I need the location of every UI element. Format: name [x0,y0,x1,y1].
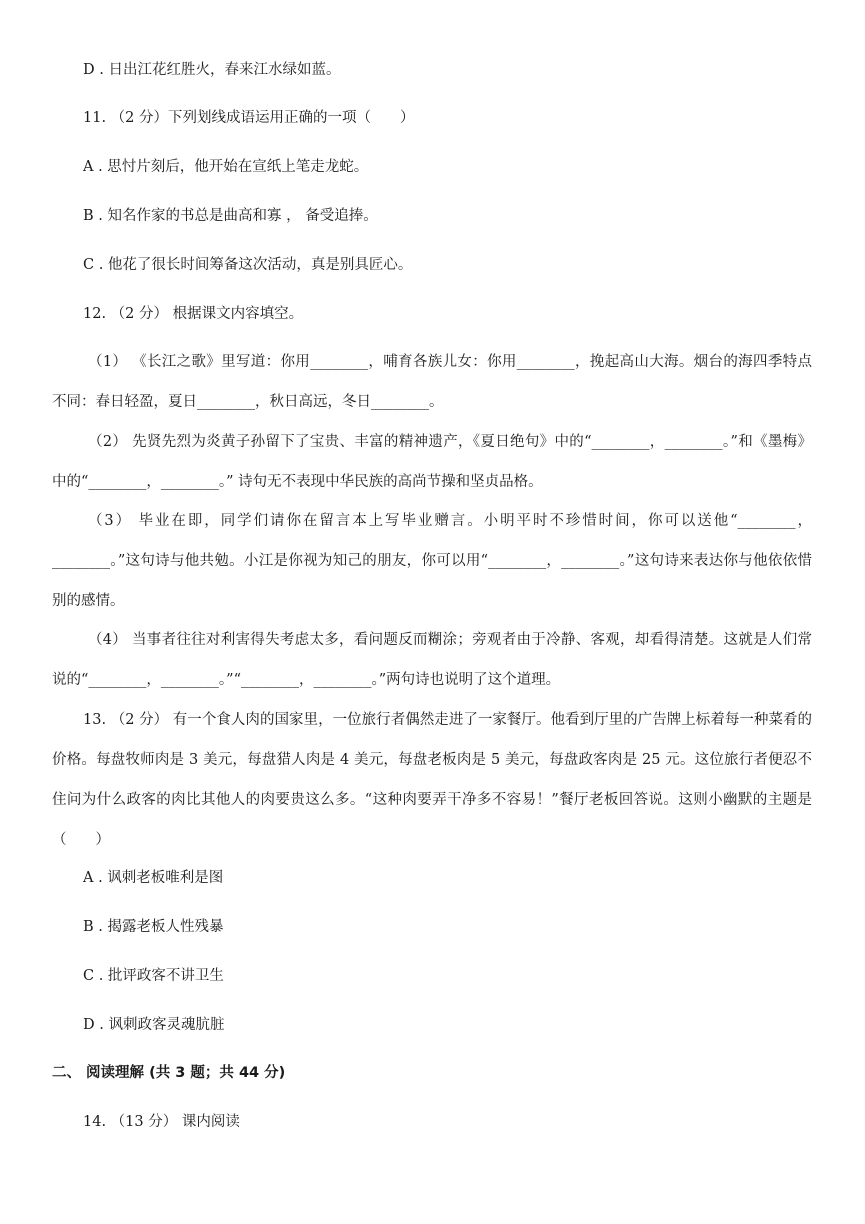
q14-stem: 14. （13 分） 课内阅读 [83,1114,240,1130]
q12-part-1: （1） 《长江之歌》里写道：你用________，哺育各族儿女：你用________，挽起高山大海。烟台的海四季特点不同：春日轻盈，夏日________，秋日高远，冬日________。 [52,354,812,410]
q13-option-b: B . 揭露老板人性残暴 [83,919,224,935]
q11-stem: 11. （2 分）下列划线成语运用正确的一项（ ） [83,110,415,126]
q13-option-a: A . 讽刺老板唯利是图 [83,870,224,886]
q11-option-c: C . 他花了很长时间筹备这次活动，真是别具匠心。 [83,257,413,273]
q13-stem: 13. （2 分） 有一个食人肉的国家里，一位旅行者偶然走进了一家餐厅。他看到厅里的广告牌上标着每一种菜肴的价格。每盘牧师肉是 3 美元，每盘猎人肉是 4 美元，每盘老板肉是 5 美元，每盘政客肉是 25 元。这位旅行者便忍不住问为什么政客的肉比其他人的肉要贵这么多。“这种肉要弄干净多不容易！”餐厅老板回答说。这则小幽默的主题是（ ） [52,712,812,848]
q12-stem: 12. （2 分） 根据课文内容填空。 [83,306,304,322]
q11-option-b: B . 知名作家的书总是曲高和寡 ， 备受追捧。 [83,208,378,224]
q12-part-2: （2） 先贤先烈为炎黄子孙留下了宝贵、丰富的精神遗产，《夏日绝句》中的“________，________。”和《墨梅》中的“________，________。” 诗句无不表现中华民族的高尚节操和坚贞品格。 [52,434,812,490]
section-heading-reading: 二、 阅读理解 (共 3 题；共 44 分) [52,1065,286,1081]
q12-part-4: （4） 当事者往往对利害得失考虑太多，看问题反而糊涂；旁观者由于冷静、客观，却看得清楚。这就是人们常说的“________，________。”“________，________。”两句诗也说明了这个道理。 [52,632,812,688]
q12-part-3: （3） 毕业在即，同学们请你在留言本上写毕业赠言。小明平时不珍惜时间，你可以送他“________，________。”这句诗与他共勉。小江是你视为知己的朋友，你可以用“________，________。”这句诗来表达你与他依依惜别的感情。 [52,513,812,609]
q13-option-c: C . 批评政客不讲卫生 [83,968,224,984]
q11-option-a: A . 思忖片刻后，他开始在宣纸上笔走龙蛇。 [83,159,369,175]
q13-option-d: D . 讽刺政客灵魂肮脏 [83,1017,225,1033]
q10-option-d: D . 日出江花红胜火，春来江水绿如蓝。 [83,62,341,78]
